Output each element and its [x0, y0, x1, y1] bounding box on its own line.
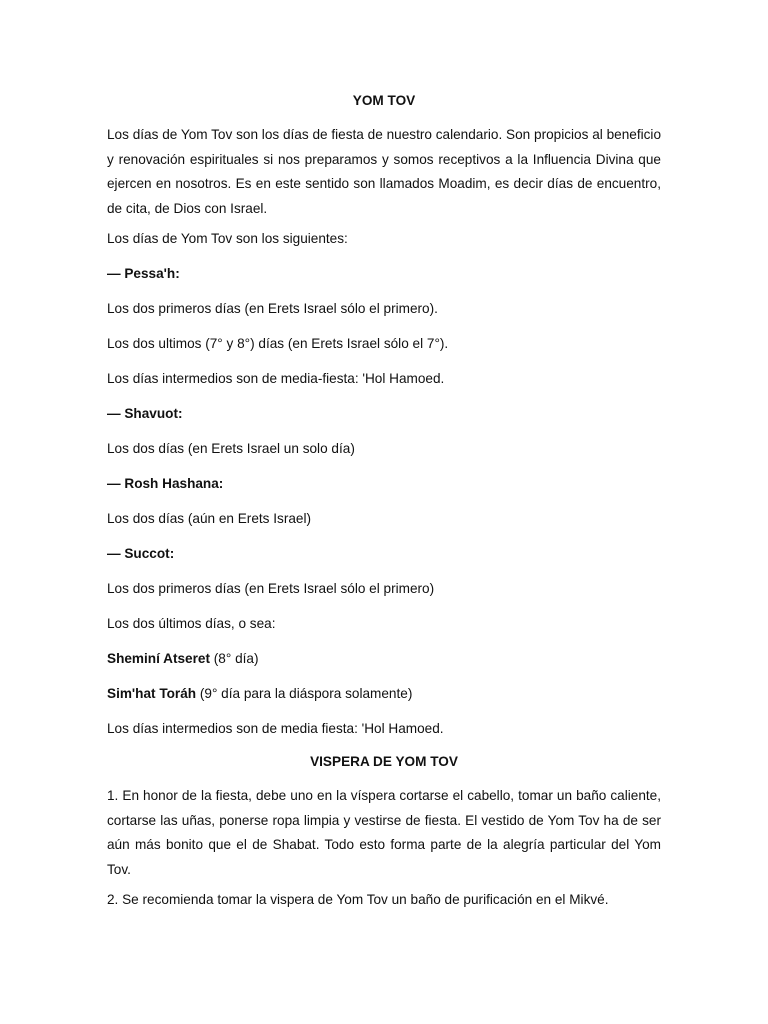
page-title: YOM TOV [352, 93, 416, 108]
document-body [107, 93, 661, 925]
shavuot-heading: — Shavuot: [107, 406, 183, 421]
shemini-detail: (8° día) [210, 651, 259, 666]
simhat-line [107, 684, 661, 704]
succot-line-2: Los dos últimos días, o sea: [107, 616, 276, 631]
succot-line-3: Los días intermedios son de media fiesta: 'Hol Hamoed. [107, 721, 444, 736]
vispera-paragraph-1: 1. En honor de la fiesta, debe uno en la víspera cortarse el cabello, tomar un baño caliente, cortarse las uñas, ponerse ropa limpia y vestirse de fiesta. El vestido de Yom Tov ha de ser aún más bonito que el de Shabat. Todo esto forma parte de la alegría particular del Yom Tov. [107, 788, 661, 877]
vispera-paragraph-2: 2. Se recomienda tomar la vispera de Yom Tov un baño de purificación en el Mikvé. [107, 892, 609, 907]
shavuot-line: Los dos días (en Erets Israel un solo día) [107, 441, 355, 456]
rosh-heading: — Rosh Hashana: [107, 476, 224, 491]
simhat-detail: (9° día para la diáspora solamente) [196, 686, 413, 701]
pessah-heading: — Pessa'h: [107, 266, 180, 281]
pessah-line-2: Los dos ultimos (7° y 8°) días (en Erets Israel sólo el 7°). [107, 336, 449, 351]
rosh-line: Los dos días (aún en Erets Israel) [107, 511, 312, 526]
pessah-line-1: Los dos primeros días (en Erets Israel sólo el primero). [107, 301, 438, 316]
list-intro: Los días de Yom Tov son los siguientes: [107, 231, 348, 246]
succot-line-1: Los dos primeros días (en Erets Israel sólo el primero) [107, 581, 435, 596]
intro-paragraph: Los días de Yom Tov son los días de fiesta de nuestro calendario. Son propicios al beneficio y renovación espirituales si nos preparamos y somos receptivos a la Influencia Divina que ejercen en nosotros. Es en este sentido son llamados Moadim, es decir días de encuentro, de cita, de Dios con Israel. [107, 127, 661, 216]
pessah-line-3: Los días intermedios son de media-fiesta: 'Hol Hamoed. [107, 371, 445, 386]
shemini-name: Sheminí Atseret [107, 651, 210, 666]
shemini-line [107, 649, 661, 669]
simhat-name: Sim'hat Toráh [107, 686, 197, 701]
succot-heading: — Succot: [107, 546, 175, 561]
section-title-vispera: VISPERA DE YOM TOV [310, 754, 458, 769]
